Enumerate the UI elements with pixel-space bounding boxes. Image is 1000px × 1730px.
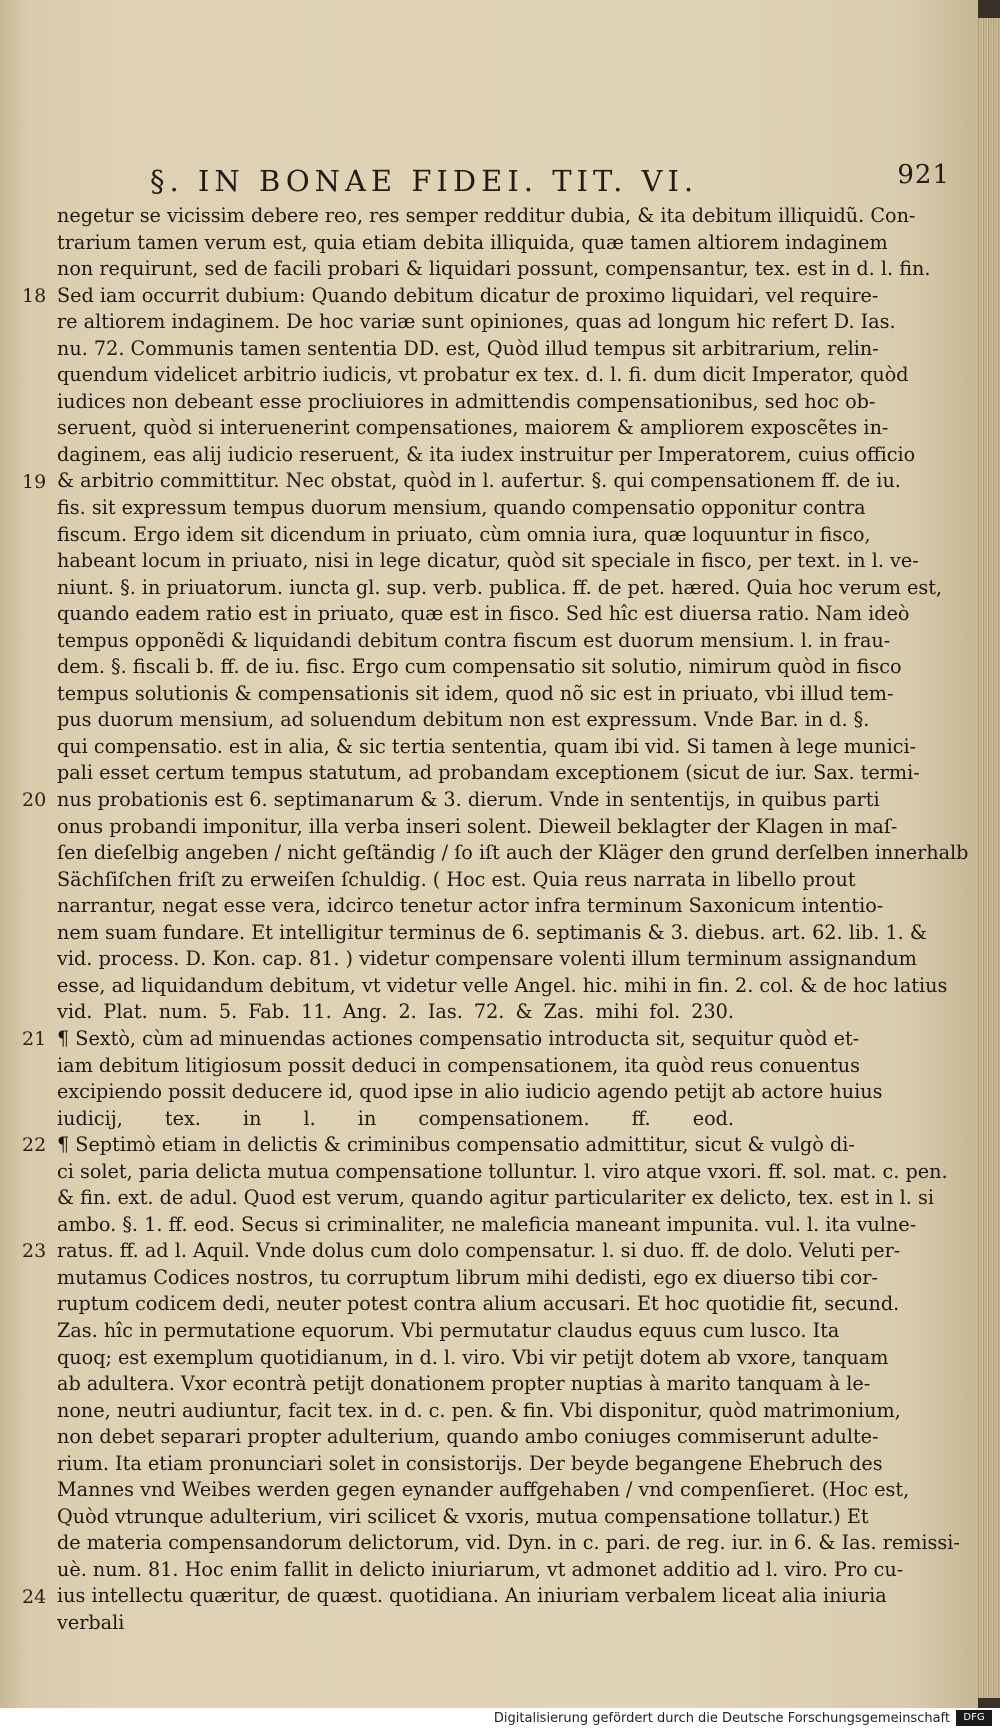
text-line: iudicij, tex. in l. in compensationem. ff. eod.	[57, 1106, 734, 1130]
text-line: daginem, eas alij iudicio reseruent, & ita iudex instruitur per Imperatorem, cuius officio	[57, 442, 916, 466]
text-line: niunt. §. in priuatorum. iuncta gl. sup. verb. publica. ff. de pet. hæred. Quia hoc verum est,	[57, 575, 943, 599]
margin-number: 24	[22, 1585, 47, 1608]
text-line: habeant locum in priuato, nisi in lege dicatur, quòd sit speciale in fisco, per text. in l. ve-	[57, 549, 919, 573]
margin-number: 22	[22, 1134, 47, 1157]
text-line: quoq; est exemplum quotidianum, in d. l. viro. Vbi vir petijt dotem ab vxore, tanquam	[57, 1345, 889, 1369]
digitization-credit: Digitalisierung gefördert durch die Deutsche Forschungsgemeinschaft	[493, 1711, 950, 1726]
margin-number: 20	[22, 789, 47, 812]
text-line: ¶ Sextò, cùm ad minuendas actiones compensatio introducta sit, sequitur quòd et-	[57, 1026, 860, 1050]
text-line: quando eadem ratio est in priuato, quæ est in fisco. Sed hîc est diuersa ratio. Nam ideò	[57, 602, 910, 626]
page-number: 921	[897, 160, 950, 190]
text-line: & arbitrio committitur. Nec obstat, quòd in l. aufertur. §. qui compensationem ff. de iu.	[57, 469, 901, 493]
text-line: nus probationis est 6. septimanarum & 3. dierum. Vnde in sententijs, in quibus parti	[57, 788, 880, 812]
text-line: non requirunt, sed de facili probari & liquidari possunt, compensantur, tex. est in d. l. fin.	[57, 257, 931, 281]
text-line: nem suam fundare. Et intelligitur terminus de 6. septimanis & 3. diebus. art. 62. lib. 1. &	[57, 920, 927, 944]
margin-number: 18	[22, 284, 47, 307]
text-line: esse, ad liquidandum debitum, vt videtur velle Angel. hic. mihi in fin. 2. col. & de hoc latius	[57, 973, 948, 997]
text-line: negetur se vicissim debere reo, res semper redditur dubia, & ita debitum illiquidũ. Con-	[57, 204, 916, 227]
text-line: quendum videlicet arbitrio iudicis, vt probatur ex tex. d. l. fi. dum dicit Imperator, quòd	[57, 363, 909, 387]
text-line: mutamus Codices nostros, tu corruptum librum mihi dedisti, ego ex diuerso tibi cor-	[57, 1265, 878, 1289]
margin-number: 23	[22, 1240, 47, 1263]
text-line: dem. §. fiscali b. ff. de iu. fisc. Ergo cum compensatio sit solutio, nimirum quòd in fisco	[57, 655, 902, 679]
text-line: trarium tamen verum est, quia etiam debita illiquida, quæ tamen altiorem indaginem	[57, 230, 888, 254]
text-line: vid. process. D. Kon. cap. 81. ) videtur compensare volenti illum terminum assignandum	[57, 947, 917, 971]
text-line: ſen dieſelbig angeben / nicht geſtändig / ſo iſt auch der Kläger den grund derſelben innerhalb	[57, 841, 969, 865]
text-line: ruptum codicem dedi, neuter potest contra alium accusari. Et hoc quotidie fit, secund.	[57, 1292, 900, 1316]
text-line: seruent, quòd si interuenerint compensationes, maiorem & ampliorem exposcẽtes in-	[57, 416, 889, 440]
text-line: excipiendo possit deducere id, quod ipse in alio iudicio agendo petijt ab actore huius	[57, 1080, 883, 1104]
running-title: §. IN BONAE FIDEI. TIT. VI.	[150, 164, 699, 198]
text-line: vid. Plat. num. 5. Fab. 11. Ang. 2. Ias. 72. & Zas. mihi fol. 230.	[57, 1000, 734, 1024]
text-line: Mannes vnd Weibes werden gegen eynander auffgehaben / vnd compenſieret. (Hoc est,	[57, 1478, 910, 1502]
dfg-logo: DFG	[956, 1710, 992, 1726]
text-line: ratus. ff. ad l. Aquil. Vnde dolus cum dolo compensatur. l. si duo. ff. de dolo. Veluti per-	[57, 1239, 901, 1263]
text-line: rium. Ita etiam pronunciari solet in consistorijs. Der beyde begangene Ehebruch des	[57, 1451, 883, 1475]
running-header	[150, 160, 950, 204]
text-line: ab adultera. Vxor econtrà petijt donationem propter nuptias à marito tanquam à le-	[57, 1372, 871, 1396]
text-line: ci solet, paria delicta mutua compensatione tolluntur. l. viro atque vxori. ff. sol. mat. c. pen.	[57, 1159, 948, 1183]
text-line: fiscum. Ergo idem sit dicendum in priuato, cùm omnia iura, quæ loquuntur in fisco,	[57, 522, 871, 546]
text-line: pali esset certum tempus statutum, ad probandam exceptionem (sicut de iur. Sax. termi-	[57, 761, 920, 785]
text-line: Zas. hîc in permutatione equorum. Vbi permutatur claudus equus cum lusco. Ita	[57, 1318, 840, 1342]
text-line: fis. sit expressum tempus duorum mensium, quando compensatio opponitur contra	[57, 496, 866, 520]
text-line: qui compensatio. est in alia, & sic tertia sententia, quam ibi vid. Si tamen à lege munici-	[57, 734, 917, 758]
text-line: re altiorem indaginem. De hoc variæ sunt opiniones, quas ad longum hic refert D. Ias.	[57, 310, 896, 334]
text-line: Sächſiſchen friſt zu erweiſen ſchuldig. ( Hoc est. Quia reus narrata in libello prout	[57, 867, 856, 891]
body-text	[57, 203, 969, 1637]
text-line: non debet separari propter adulterium, quando ambo coniuges commiserunt adulte-	[57, 1425, 879, 1449]
text-line: nu. 72. Communis tamen sententia DD. est, Quòd illud tempus sit arbitrarium, relin-	[57, 336, 879, 360]
text-line: tempus opponẽdi & liquidandi debitum contra fiscum est duorum mensium. l. in frau-	[57, 628, 891, 652]
text-line: & fin. ext. de adul. Quod est verum, quando agitur particulariter ex delicto, tex. est in l. si	[57, 1186, 934, 1210]
text-line: Sed iam occurrit dubium: Quando debitum dicatur de proximo liquidari, vel require-	[57, 283, 879, 307]
text-line: iudices non debeant esse procliuiores in admittendis compensationibus, sed hoc ob-	[57, 389, 876, 413]
text-line: uè. num. 81. Hoc enim fallit in delicto iniuriarum, vt admonet additio ad l. viro. Pro cu-	[57, 1557, 904, 1581]
text-line: none, neutri audiuntur, facit tex. in d. c. pen. & fin. Vbi disponitur, quòd matrimonium,	[57, 1398, 901, 1422]
margin-number: 21	[22, 1028, 47, 1051]
text-line: ambo. §. 1. ff. eod. Secus si criminaliter, ne maleficia maneant impunita. vul. l. ita vulne-	[57, 1212, 917, 1236]
text-line: onus probandi imponitur, illa verba inseri solent. Dieweil beklagter der Klagen in maſ-	[57, 814, 898, 838]
margin-number: 19	[22, 470, 47, 493]
text-line: ¶ Septimò etiam in delictis & criminibus compensatio admittitur, sicut & vulgò di-	[57, 1133, 855, 1157]
text-line: verbali	[57, 1610, 125, 1634]
page-edges	[978, 18, 1000, 1698]
text-line: narrantur, negat esse vera, idcirco tenetur actor infra terminum Saxonicum intentio-	[57, 894, 884, 918]
text-line: tempus solutionis & compensationis sit idem, quod nõ sic est in priuato, vbi illud tem-	[57, 681, 894, 705]
text-line: Quòd vtrunque adulterium, viri scilicet & vxoris, mutua compensatione tollatur.) Et	[57, 1504, 869, 1528]
text-line: iam debitum litigiosum possit deduci in compensationem, ita quòd reus conuentus	[57, 1053, 860, 1077]
text-line: pus duorum mensium, ad soluendum debitum non est expressum. Vnde Bar. in d. §.	[57, 708, 870, 732]
text-line: ius intellectu quæritur, de quæst. quotidiana. An iniuriam verbalem liceat alia iniuria	[57, 1584, 887, 1608]
text-line: de materia compensandorum delictorum, vid. Dyn. in c. pari. de reg. iur. in 6. & Ias. remissi-	[57, 1531, 960, 1555]
